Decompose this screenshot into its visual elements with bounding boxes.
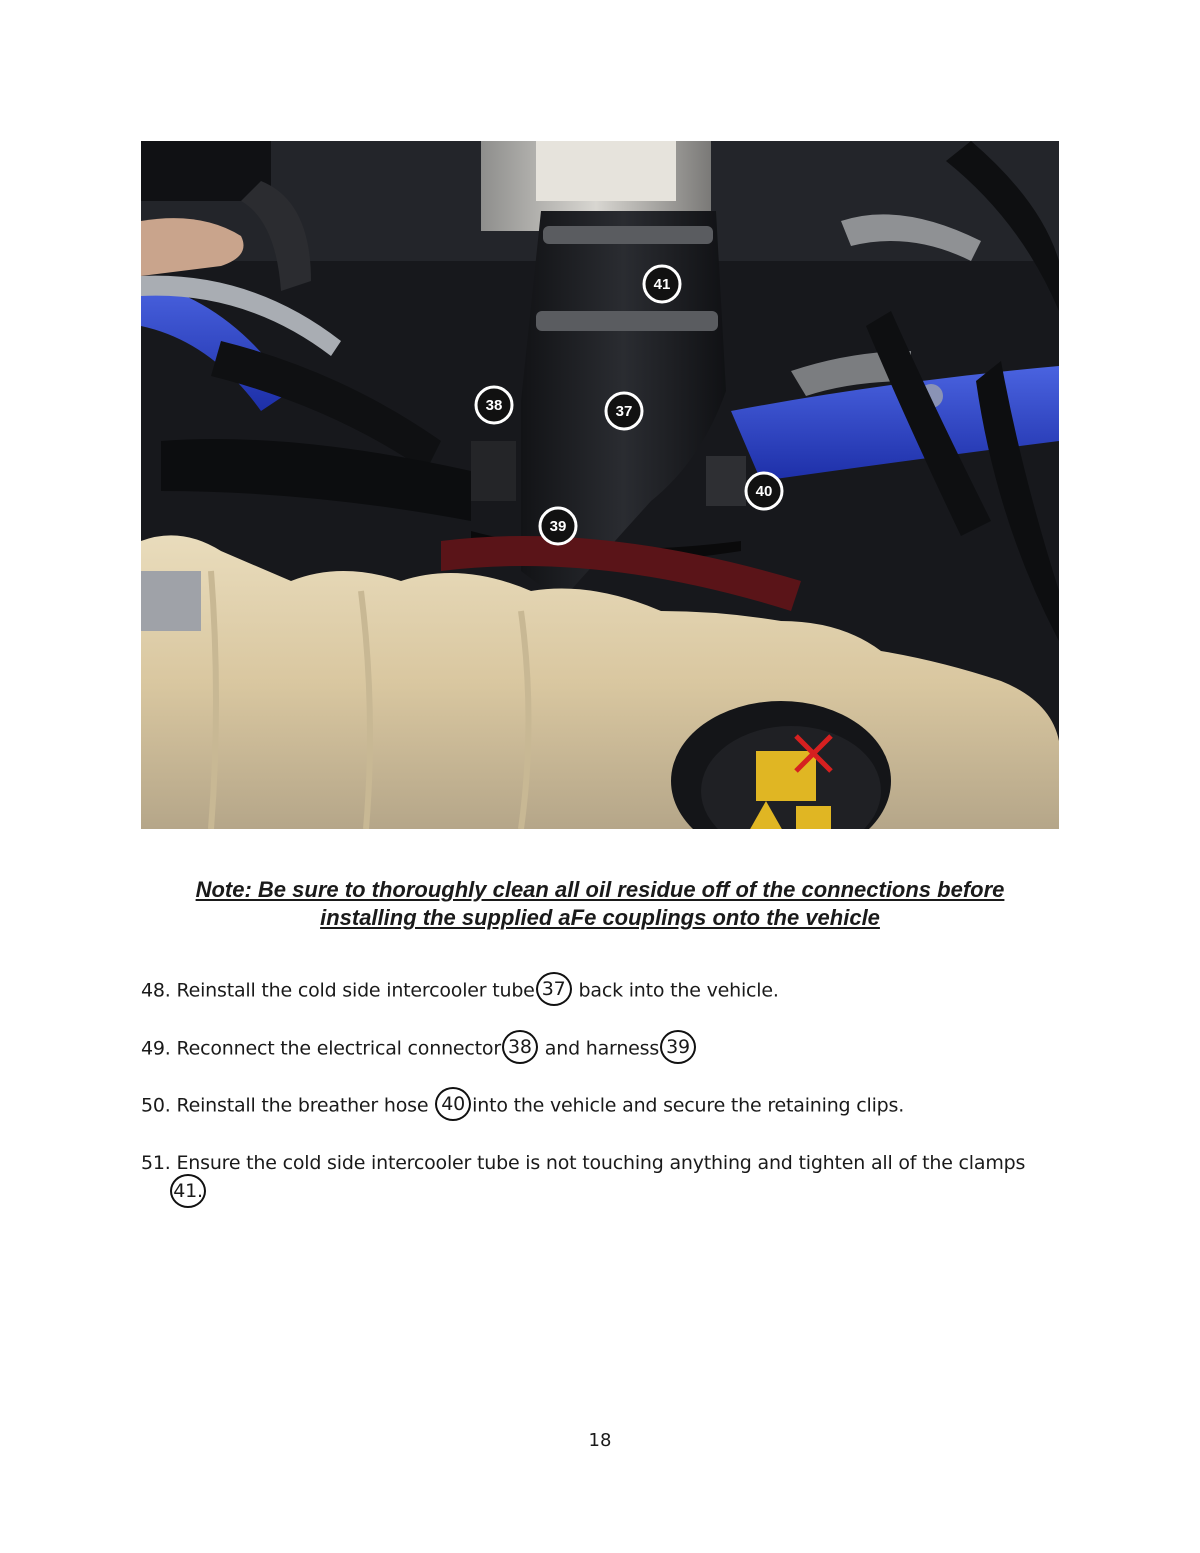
- reference-bubble: 38: [502, 1030, 538, 1064]
- step-number: 48.: [141, 979, 171, 1002]
- callout-39: [540, 508, 576, 544]
- step-text: Reconnect the electrical connector: [176, 1037, 501, 1060]
- step-51: [141, 1149, 1071, 1208]
- step-text: Ensure the cold side intercooler tube is not touching anything and tighten all of the clamps: [176, 1152, 1026, 1174]
- page-number: 18: [588, 1430, 612, 1451]
- svg-text:37: 37: [615, 403, 633, 420]
- callout-37: [606, 393, 642, 429]
- note-line-2: installing the supplied aFe couplings onto the vehicle: [320, 905, 880, 930]
- svg-text:39: 39: [549, 518, 567, 535]
- svg-text:40: 40: [755, 483, 773, 500]
- note-line-1: Note: Be sure to thoroughly clean all oil residue off of the connections before: [195, 877, 1005, 902]
- cleaning-note: [141, 876, 1059, 932]
- svg-text:41: 41: [653, 276, 671, 293]
- step-48: [141, 976, 1071, 1006]
- step-text: Reinstall the breather hose: [176, 1094, 429, 1117]
- reference-bubble: 41.: [170, 1174, 206, 1208]
- callout-38: [476, 387, 512, 423]
- step-text-middle: and harness: [544, 1037, 660, 1060]
- reference-bubble: 37: [536, 972, 572, 1006]
- svg-text:38: 38: [485, 397, 503, 414]
- step-text-after: back into the vehicle.: [578, 979, 779, 1002]
- step-text-after: into the vehicle and secure the retaining clips.: [472, 1094, 905, 1117]
- step-number: 51.: [141, 1152, 171, 1174]
- step-number: 50.: [141, 1094, 171, 1117]
- step-49: [141, 1034, 1071, 1064]
- step-50: [141, 1091, 1071, 1121]
- callout-40: [746, 473, 782, 509]
- step-number: 49.: [141, 1037, 171, 1060]
- engine-bay-illustration: [141, 141, 1059, 829]
- callout-41: [644, 266, 680, 302]
- reference-bubble: 39: [660, 1030, 696, 1064]
- engine-bay-photo: [141, 141, 1059, 829]
- step-text: Reinstall the cold side intercooler tube: [176, 979, 535, 1002]
- reference-bubble: 40: [435, 1087, 471, 1121]
